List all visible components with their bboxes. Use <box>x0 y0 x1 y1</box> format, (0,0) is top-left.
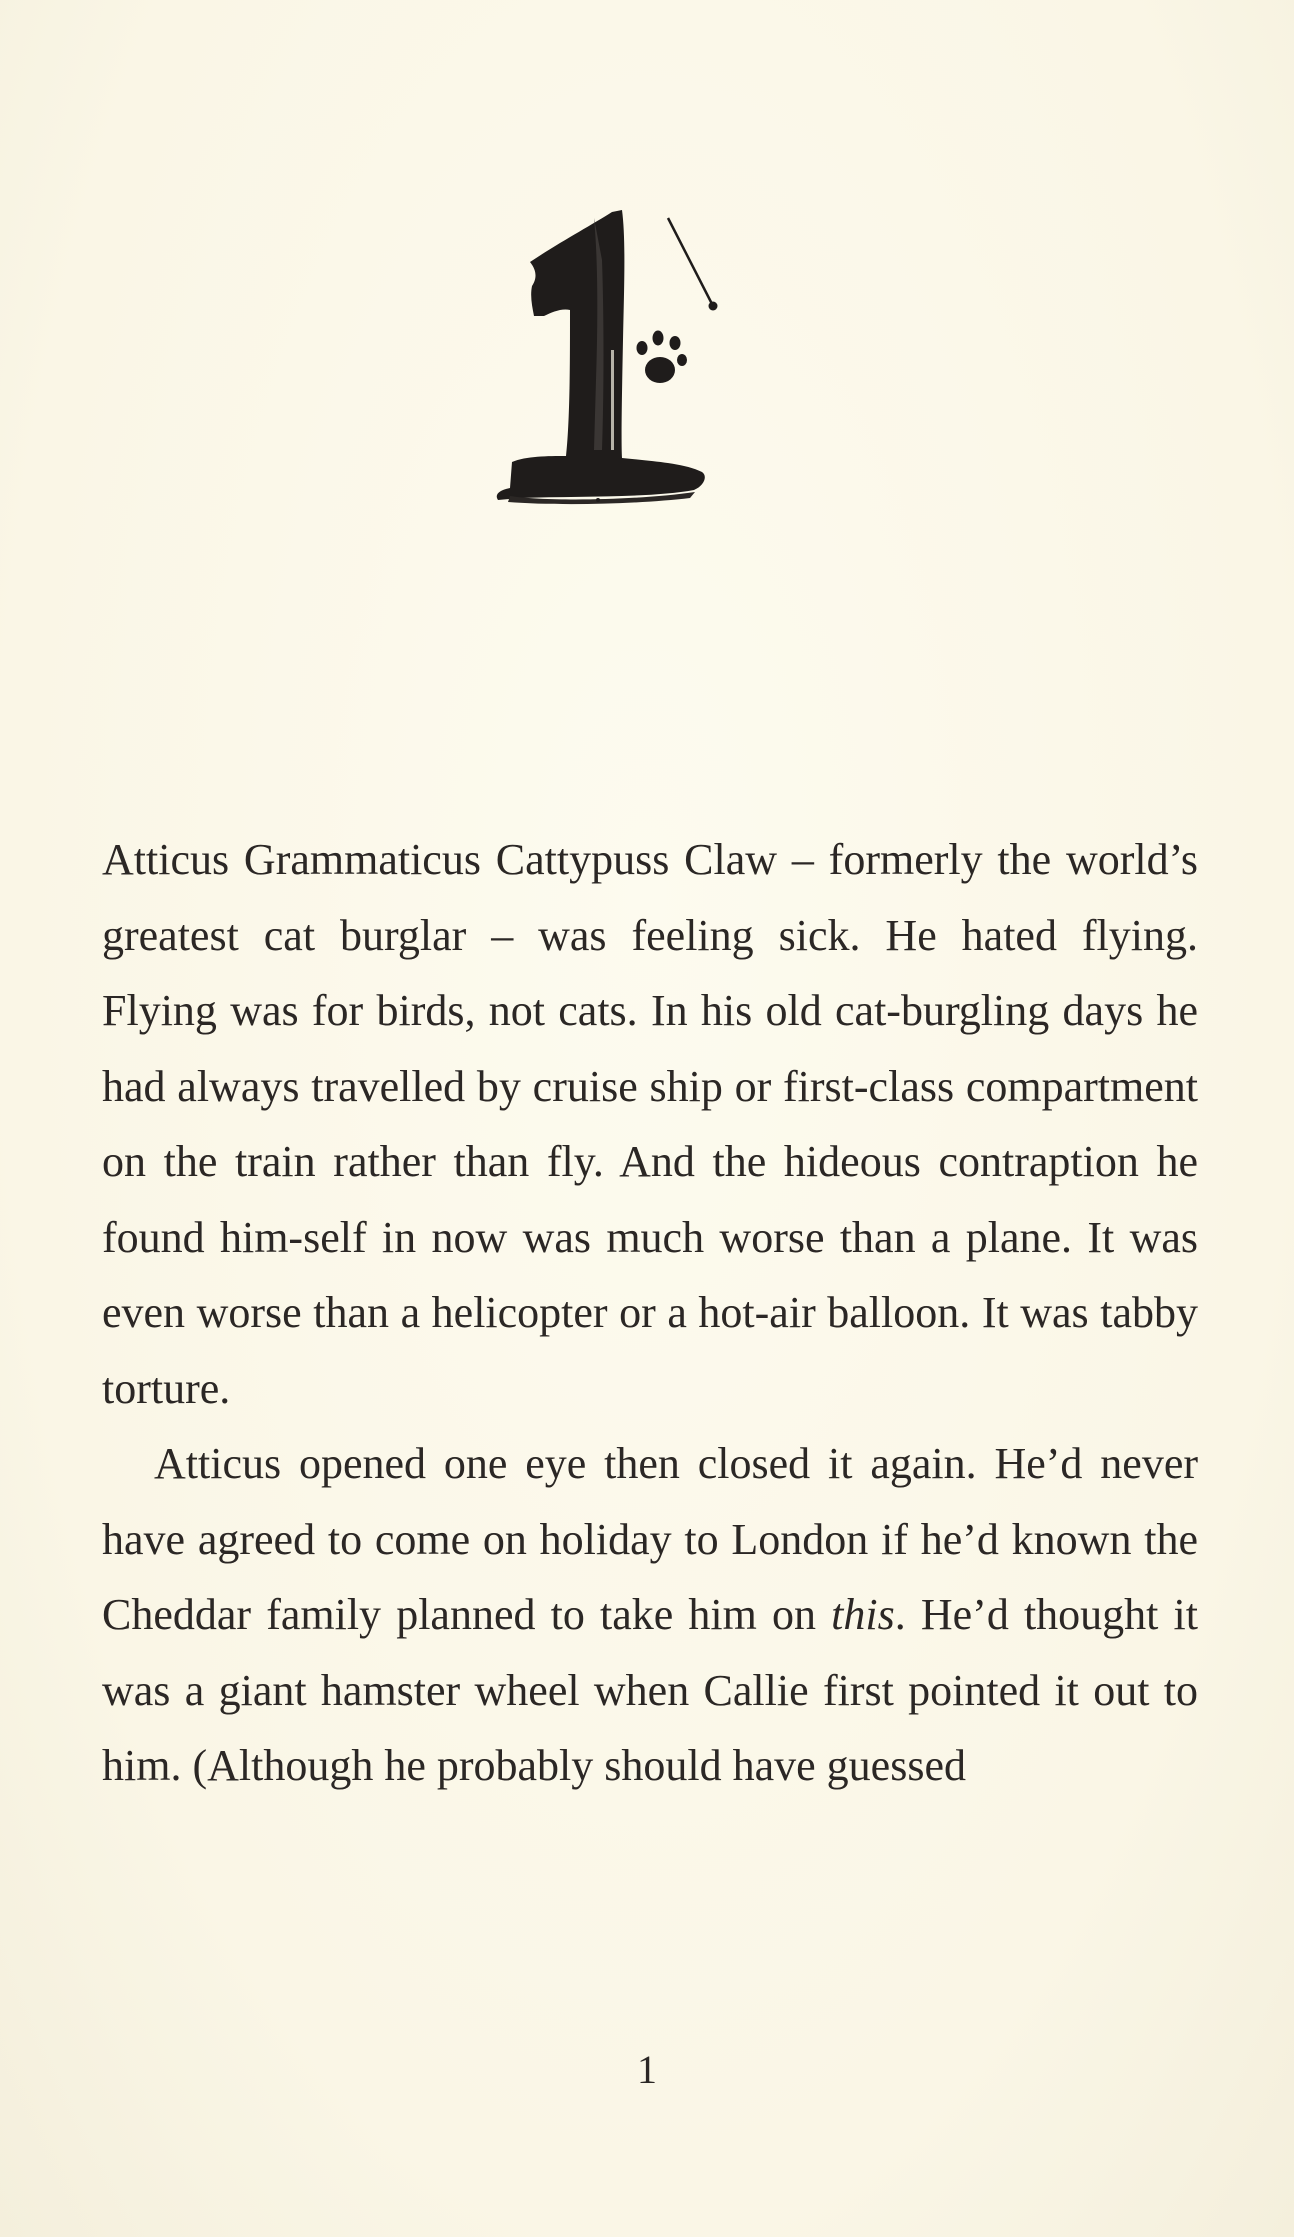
paragraph-text: . He’d thought it was a giant hamster wheel when Callie first pointed it out to him. (Although he probably should have guessed <box>102 1590 1198 1790</box>
body-paragraph <box>102 1426 1198 1804</box>
chapter-number-glyph <box>490 200 820 520</box>
chapter-heading <box>490 200 820 520</box>
chapter-body <box>102 822 1198 1804</box>
body-paragraph <box>102 822 1198 1426</box>
paragraph-text: Atticus opened one eye then closed it again. He’d never have agreed to come on holiday to London if he’d known the Cheddar family planned to take him on <box>102 1439 1198 1639</box>
paragraph-text: Atticus Grammaticus Cattypuss Claw – formerly the world’s greatest cat burglar – was feeling sick. He hated flying. Flying was for birds, not cats. In his old cat-burgling days he had always travelled by cruise ship or first-class compartment on the train rather than fly. And the hideous contraption he found him-self in now was much worse than a plane. It was even worse than a helicopter or a hot-air balloon. It was tabby torture. <box>102 835 1198 1413</box>
paw-print-icon <box>637 331 688 384</box>
page-number: 1 <box>637 2047 657 2092</box>
emphasized-text: this <box>831 1590 895 1639</box>
